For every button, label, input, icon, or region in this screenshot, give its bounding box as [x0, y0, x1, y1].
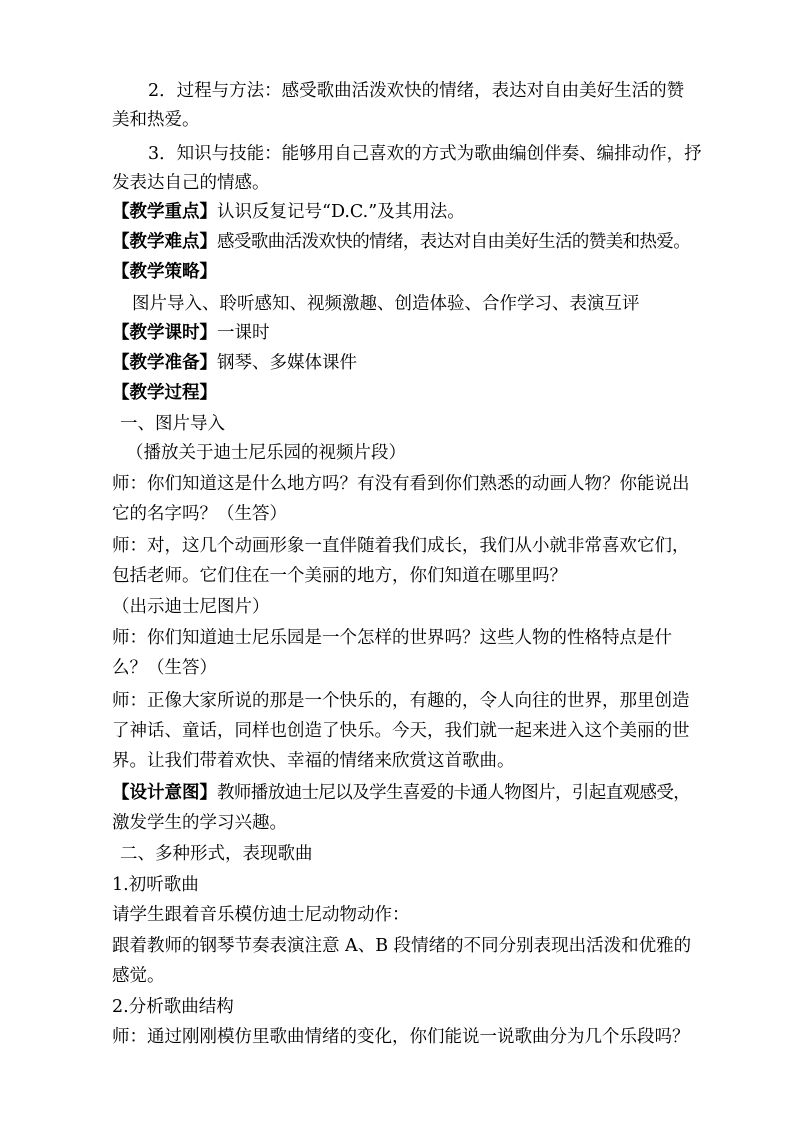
design-intent-line: 【设计意图】教师播放迪士尼以及学生喜爱的卡通人物图片，引起直观感受，	[112, 783, 691, 803]
paragraph-line: 师：正像大家所说的那是一个快乐的，有趣的，令人向往的世界，那里创造	[112, 691, 690, 711]
paragraph-line: 3．知识与技能：能够用自己喜欢的方式为歌曲编创伴奏、编排动作，抒	[148, 144, 702, 164]
paragraph-line: 师：对，这几个动画形象一直伴随着我们成长，我们从小就非常喜欢它们，	[112, 536, 690, 556]
section-label: 【设计意图】	[112, 783, 217, 803]
paragraph-line: 请学生跟着音乐模仿迪士尼动物动作：	[112, 905, 410, 925]
strategy-heading	[112, 260, 217, 284]
difficulty-line: 【教学难点】感受歌曲活泼欢快的情绪，表达对自由美好生活的赞美和热爱。	[112, 232, 691, 252]
section-label: 【教学策略】	[112, 262, 217, 282]
paragraph-line: （出示迪士尼图片）	[112, 597, 270, 617]
section-label: 【教学课时】	[112, 323, 217, 343]
paragraph-line: 2．过程与方法：感受歌曲活泼欢快的情绪，表达对自由美好生活的赞	[148, 81, 685, 101]
paragraph-line: 它的名字吗？（生答）	[112, 504, 287, 524]
paragraph-line: 师：你们知道这是什么地方吗？有没有看到你们熟悉的动画人物？你能说出	[112, 474, 690, 494]
preparation-line: 【教学准备】钢琴、多媒体课件	[112, 353, 357, 373]
section-label: 【教学准备】	[112, 353, 217, 373]
paragraph-line: 1.初听歌曲	[112, 875, 199, 895]
paragraph-line: 2.分析歌曲结构	[112, 997, 234, 1017]
paragraph-line: 界。让我们带着欢快、幸福的情绪来欣赏这首歌曲。	[112, 751, 515, 771]
section-label: 【教学难点】	[112, 232, 217, 252]
paragraph-line: 感觉。	[112, 966, 165, 986]
paragraph-line: 激发学生的学习兴趣。	[112, 813, 287, 833]
paragraph-line: 图片导入、聆听感知、视频激趣、创造体验、合作学习、表演互评	[132, 294, 640, 314]
paragraph-line: 跟着教师的钢琴节奏表演注意 A、B 段情绪的不同分别表现出活泼和优雅的	[112, 936, 692, 956]
paragraph-line: 发表达自己的情感。	[112, 173, 270, 193]
key-points-line: 【教学重点】认识反复记号“D.C.”及其用法。	[112, 202, 465, 222]
paragraph-line: 师：通过刚刚模仿里歌曲情绪的变化，你们能说一说歌曲分为几个乐段吗？	[112, 1027, 690, 1047]
section-label: 【教学过程】	[112, 383, 217, 403]
class-hours-line: 【教学课时】一课时	[112, 323, 270, 343]
subsection-heading: 一、图片导入	[120, 414, 225, 434]
paragraph-line: 师：你们知道迪士尼乐园是一个怎样的世界吗？这些人物的性格特点是什	[112, 628, 672, 648]
subsection-heading: 二、多种形式，表现歌曲	[120, 844, 313, 864]
paragraph-line: 了神话、童话，同样也创造了快乐。今天，我们就一起来进入这个美丽的世	[112, 721, 690, 741]
paragraph-line: 包括老师。它们住在一个美丽的地方，你们知道在哪里吗？	[112, 566, 567, 586]
process-heading	[112, 381, 217, 405]
section-label: 【教学重点】	[112, 202, 217, 222]
paragraph-line: 美和热爱。	[112, 110, 200, 130]
paragraph-line: （播放关于迪士尼乐园的视频片段）	[126, 443, 406, 463]
paragraph-line: 么？（生答）	[112, 658, 217, 678]
